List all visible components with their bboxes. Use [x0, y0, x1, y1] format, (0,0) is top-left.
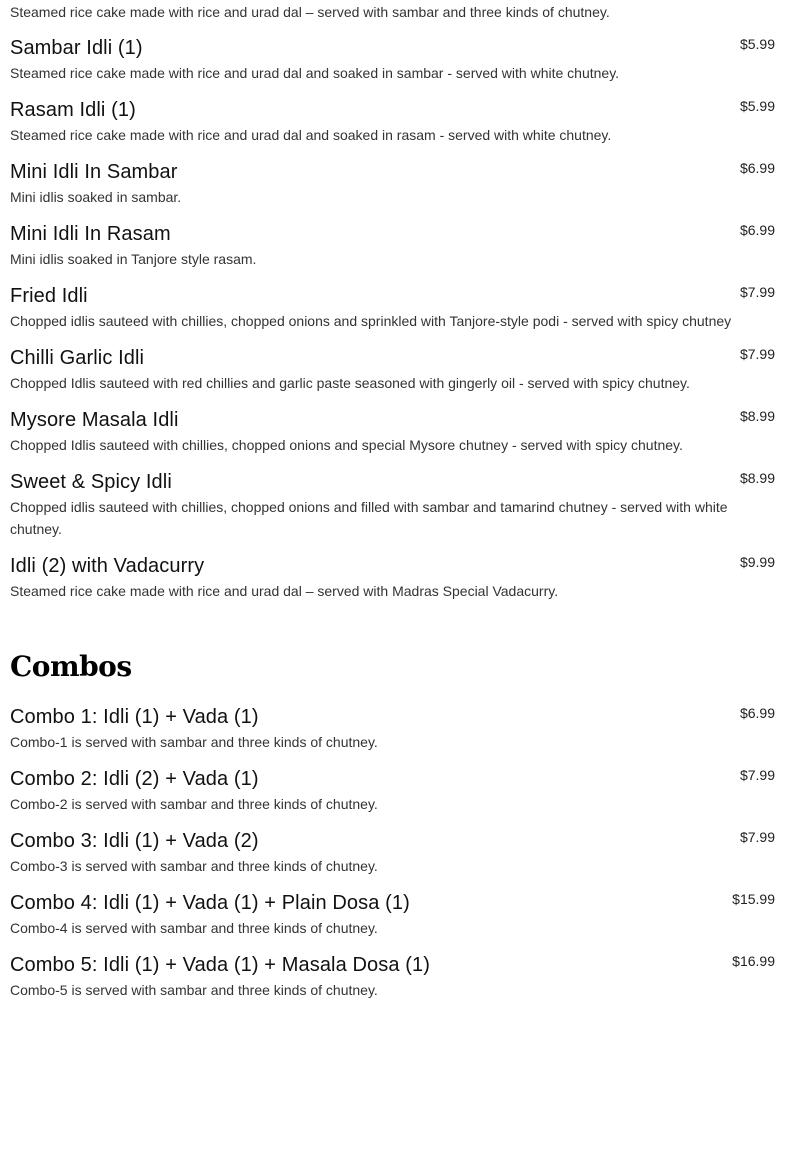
item-name: Rasam Idli (1)	[10, 99, 136, 121]
item-name: Combo 2: Idli (2) + Vada (1)	[10, 768, 259, 790]
item-price: $5.99	[739, 36, 775, 52]
combo-item	[10, 951, 775, 1001]
item-name: Combo 4: Idli (1) + Vada (1) + Plain Dosa (1)	[10, 892, 410, 914]
item-price: $15.99	[732, 891, 775, 907]
item-name: Combo 3: Idli (1) + Vada (2)	[10, 830, 259, 852]
item-description: Combo-1 is served with sambar and three kinds of chutney.	[10, 734, 378, 750]
item-name: Chilli Garlic Idli	[10, 347, 145, 369]
menu-page	[10, 0, 775, 1053]
menu-item	[10, 406, 775, 456]
section-title-combos: Combos	[10, 650, 132, 683]
item-description: Chopped Idlis sauteed with chillies, chopped onions and special Mysore chutney - served with spicy chutney.	[10, 437, 683, 453]
item-price: $7.99	[739, 767, 775, 783]
item-price: $9.99	[739, 554, 775, 570]
item-price: $7.99	[739, 284, 775, 300]
item-description: Steamed rice cake made with rice and urad dal – served with Madras Special Vadacurry.	[10, 583, 559, 599]
item-price: $5.99	[739, 98, 775, 114]
menu-item	[10, 96, 775, 146]
item-name: Fried Idli	[10, 285, 88, 307]
item-name: Combo 1: Idli (1) + Vada (1)	[10, 706, 259, 728]
combo-item	[10, 827, 775, 877]
item-description: Combo-3 is served with sambar and three kinds of chutney.	[10, 858, 378, 874]
menu-item	[10, 220, 775, 270]
item-description: Combo-5 is served with sambar and three kinds of chutney.	[10, 982, 378, 998]
item-price: $6.99	[739, 160, 775, 176]
item-price: $8.99	[739, 408, 775, 424]
item-name: Mini Idli In Sambar	[10, 161, 178, 183]
item-name: Mini Idli In Rasam	[10, 223, 171, 245]
menu-item	[10, 282, 775, 332]
item-description: Combo-4 is served with sambar and three kinds of chutney.	[10, 920, 378, 936]
item-description: Steamed rice cake made with rice and urad dal – served with sambar and three kinds of chutney.	[10, 4, 610, 20]
combo-item	[10, 889, 775, 939]
item-price: $7.99	[739, 346, 775, 362]
menu-item	[10, 552, 775, 602]
item-price: $6.99	[739, 705, 775, 721]
item-price: $8.99	[739, 470, 775, 486]
menu-item	[10, 344, 775, 394]
item-description: Chopped idlis sauteed with chillies, chopped onions and filled with sambar and tamarind chutney - served with white chutney.	[10, 499, 728, 537]
item-description: Chopped idlis sauteed with chillies, chopped onions and sprinkled with Tanjore-style podi - served with spicy chutney	[10, 313, 732, 329]
item-price: $7.99	[739, 829, 775, 845]
menu-item	[10, 468, 775, 540]
item-description: Steamed rice cake made with rice and urad dal and soaked in sambar - served with white chutney.	[10, 65, 620, 81]
item-name: Idli (2) with Vadacurry	[10, 555, 205, 577]
combo-item	[10, 703, 775, 753]
item-name: Combo 5: Idli (1) + Vada (1) + Masala Dosa (1)	[10, 954, 430, 976]
combo-item	[10, 765, 775, 815]
item-price: $6.99	[739, 222, 775, 238]
item-price: $16.99	[732, 953, 775, 969]
item-description: Mini idlis soaked in sambar.	[10, 189, 182, 205]
item-description: Steamed rice cake made with rice and urad dal and soaked in rasam - served with white chutney.	[10, 127, 612, 143]
item-description: Mini idlis soaked in Tanjore style rasam.	[10, 251, 257, 267]
item-description: Combo-2 is served with sambar and three kinds of chutney.	[10, 796, 378, 812]
item-description: Chopped Idlis sauteed with red chillies and garlic paste seasoned with gingerly oil - served with spicy chutney.	[10, 375, 690, 391]
item-name: Sweet & Spicy Idli	[10, 471, 172, 493]
menu-item	[10, 158, 775, 208]
item-name: Mysore Masala Idli	[10, 409, 179, 431]
item-name: Sambar Idli (1)	[10, 37, 143, 59]
menu-item	[10, 34, 775, 84]
